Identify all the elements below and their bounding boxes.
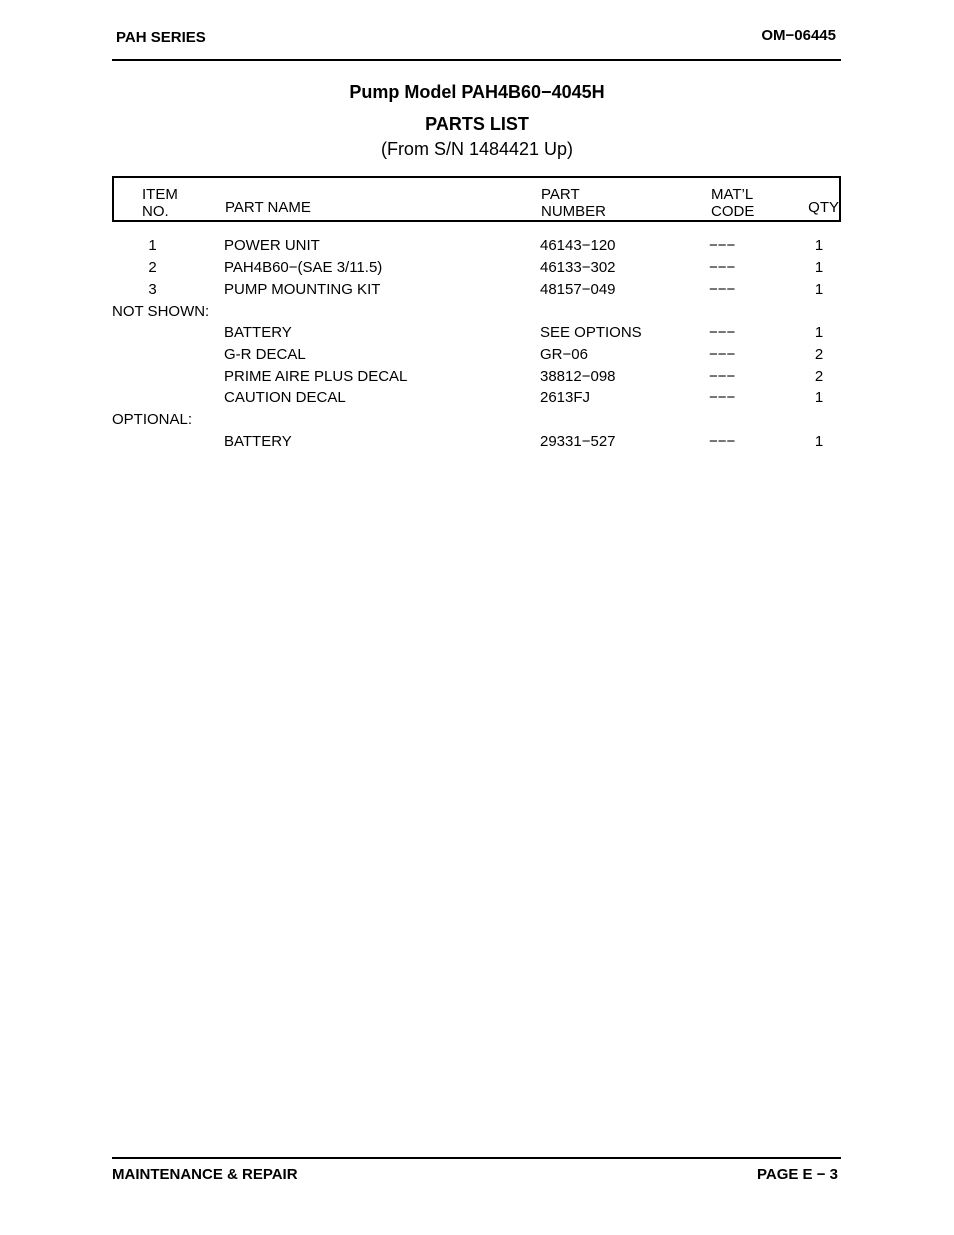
parts-list-title: PARTS LIST (425, 114, 529, 134)
parts-table-header (112, 176, 841, 222)
part-number: 46143−120 (540, 237, 616, 254)
page-footer-page-number: PAGE E − 3 (756, 1166, 838, 1183)
table-row (0, 259, 954, 281)
part-number: 29331−527 (540, 433, 616, 450)
table-row (0, 433, 954, 455)
part-number: 38812−098 (540, 368, 616, 385)
table-row (0, 281, 954, 303)
part-name: BATTERY (224, 433, 292, 450)
material-code: −−− (709, 389, 736, 406)
quantity: 2 (814, 346, 824, 363)
pump-model-title: Pump Model PAH4B60−4045H (349, 82, 605, 102)
table-row (0, 368, 954, 390)
material-code: −−− (709, 324, 736, 341)
part-name: BATTERY (224, 324, 292, 341)
material-code: −−− (709, 237, 736, 254)
part-number: 46133−302 (540, 259, 616, 276)
part-number: 48157−049 (540, 281, 616, 298)
material-code: −−− (709, 368, 736, 385)
table-row (0, 389, 954, 411)
quantity: 1 (814, 324, 824, 341)
part-name: G-R DECAL (224, 346, 306, 363)
quantity: 1 (814, 389, 824, 406)
material-code: −−− (709, 346, 736, 363)
item-number: 2 (148, 259, 157, 276)
page-header-series: PAH SERIES (116, 29, 206, 46)
part-name: POWER UNIT (224, 237, 320, 254)
column-part-name: PART NAME (225, 199, 311, 216)
quantity: 2 (814, 368, 824, 385)
material-code: −−− (709, 433, 736, 450)
optional-section-label: OPTIONAL: (112, 411, 193, 428)
part-number: SEE OPTIONS (540, 324, 642, 341)
column-material-code: MAT’L CODE (711, 186, 755, 220)
table-row (0, 346, 954, 368)
quantity: 1 (814, 433, 824, 450)
column-part-number: PART NUMBER (541, 186, 607, 220)
item-number: 3 (148, 281, 157, 298)
footer-rule (112, 1157, 841, 1159)
page-footer-section: MAINTENANCE & REPAIR (112, 1166, 298, 1183)
table-row (0, 237, 954, 259)
part-name: CAUTION DECAL (224, 389, 346, 406)
header-rule (112, 59, 841, 61)
quantity: 1 (814, 237, 824, 254)
quantity: 1 (814, 281, 824, 298)
part-name: PRIME AIRE PLUS DECAL (224, 368, 408, 385)
part-number: GR−06 (540, 346, 588, 363)
column-item-no: ITEM NO. (142, 186, 178, 220)
serial-range-subtitle: (From S/N 1484421 Up) (380, 139, 574, 159)
material-code: −−− (709, 259, 736, 276)
table-row (0, 324, 954, 346)
part-name: PAH4B60−(SAE 3/11.5) (224, 259, 383, 276)
quantity: 1 (814, 259, 824, 276)
material-code: −−− (709, 281, 736, 298)
not-shown-section-label: NOT SHOWN: (112, 303, 210, 320)
page-header-document-number: OM−06445 (761, 27, 836, 44)
part-name: PUMP MOUNTING KIT (224, 281, 381, 298)
column-quantity: QTY (808, 199, 839, 216)
item-number: 1 (148, 237, 157, 254)
part-number: 2613FJ (540, 389, 591, 406)
